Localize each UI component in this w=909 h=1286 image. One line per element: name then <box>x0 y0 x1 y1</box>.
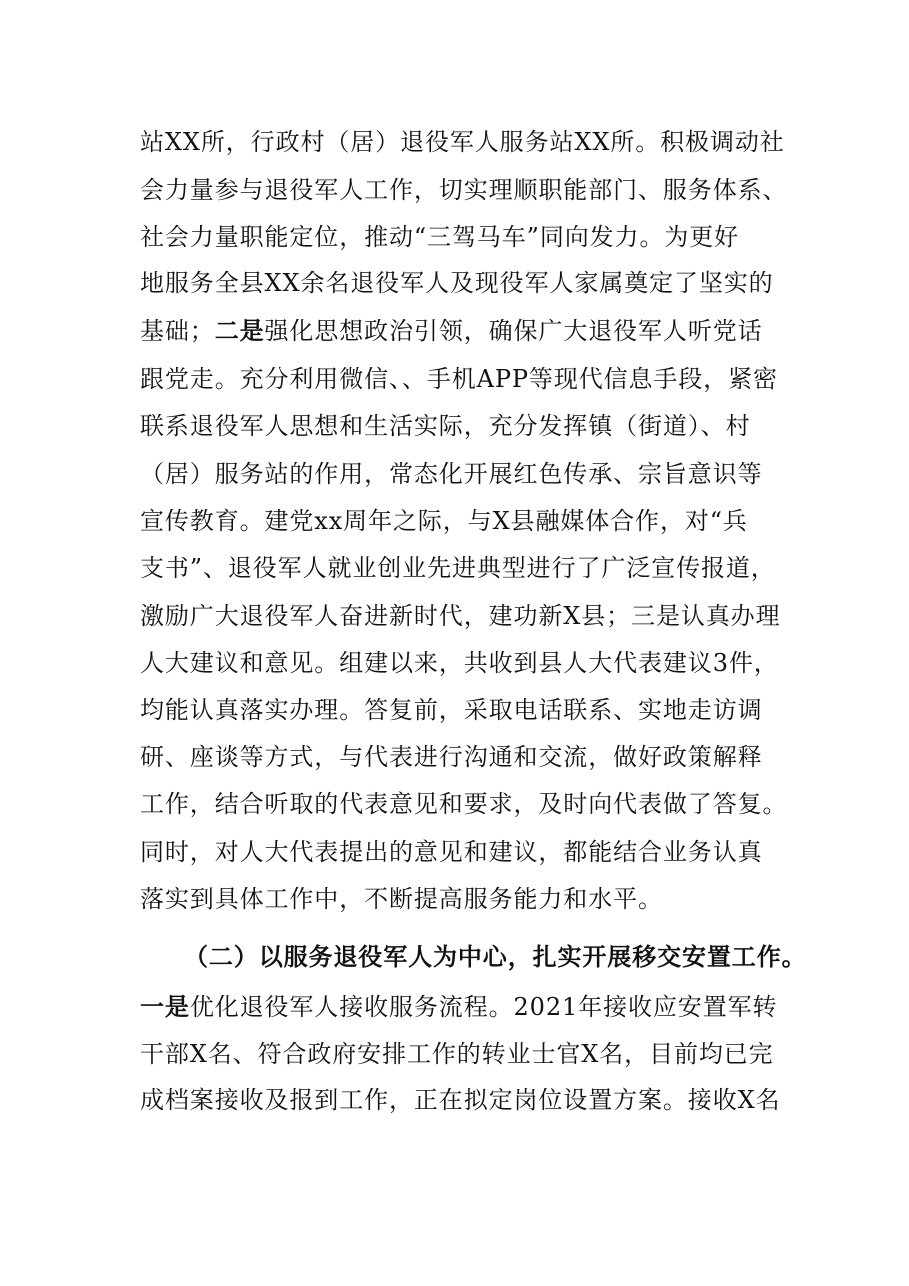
text-line: 成档案接收及报到工作，正在拟定岗位设置方案。接收X名 <box>140 1086 781 1114</box>
text-segment: 基础； <box>140 317 215 345</box>
text-line: 工作，结合听取的代表意见和要求，及时向代表做了答复。 <box>140 790 788 818</box>
section-heading: （二）以服务退役军人为中心，扎实开展移交安置工作。 <box>184 942 807 971</box>
text-line: 联系退役军人思想和生活实际，充分发挥镇（街道）、村 <box>140 412 751 440</box>
text-line: 地服务全县XX余名退役军人及现役军人家属奠定了坚实的 <box>140 269 774 297</box>
text-line: 社会力量职能定位，推动“三驾马车”同向发力。为更好 <box>140 223 740 251</box>
text-segment: 优化退役军人接收服务流程。2021年接收应安置军转 <box>189 993 778 1021</box>
text-line: 跟党走。充分利用微信、、手机APP等现代信息手段，紧密 <box>140 365 778 393</box>
text-line: 研、座谈等方式，与代表进行沟通和交流，做好政策解释 <box>140 743 763 771</box>
text-line: 宣传教育。建党xx周年之际，与X县融媒体合作，对“兵 <box>140 507 748 535</box>
text-line: 均能认真落实办理。答复前，采取电话联系、实地走访调 <box>140 696 763 724</box>
text-line-mixed <box>140 992 780 1022</box>
text-line: 干部X名、符合政府安排工作的转业士官X名，目前均已完 <box>140 1040 774 1068</box>
text-line: （居）服务站的作用，常态化开展红色传承、宗旨意识等 <box>140 460 763 488</box>
text-line: 会力量参与退役军人工作，切实理顺职能部门、服务体系、 <box>140 176 788 204</box>
text-line: 同时，对人大代表提出的意见和建议，都能结合业务认真 <box>140 838 763 866</box>
text-line: 站XX所，行政村（居）退役军人服务站XX所。积极调动社 <box>140 128 785 156</box>
text-line: 人大建议和意见。组建以来，共收到县人大代表建议3件， <box>140 649 779 677</box>
bold-marker: 一是 <box>140 992 190 1021</box>
text-segment: 强化思想政治引领，确保广大退役军人听党话 <box>264 317 763 345</box>
text-line: 激励广大退役军人奋进新时代，建功新X县；三是认真办理 <box>140 602 781 630</box>
text-line: 落实到具体工作中，不断提高服务能力和水平。 <box>140 885 663 913</box>
text-line-mixed <box>140 316 780 346</box>
text-line: 支书”、退役军人就业创业先进典型进行了广泛宣传报道， <box>140 554 776 582</box>
bold-marker: 二是 <box>214 316 265 345</box>
